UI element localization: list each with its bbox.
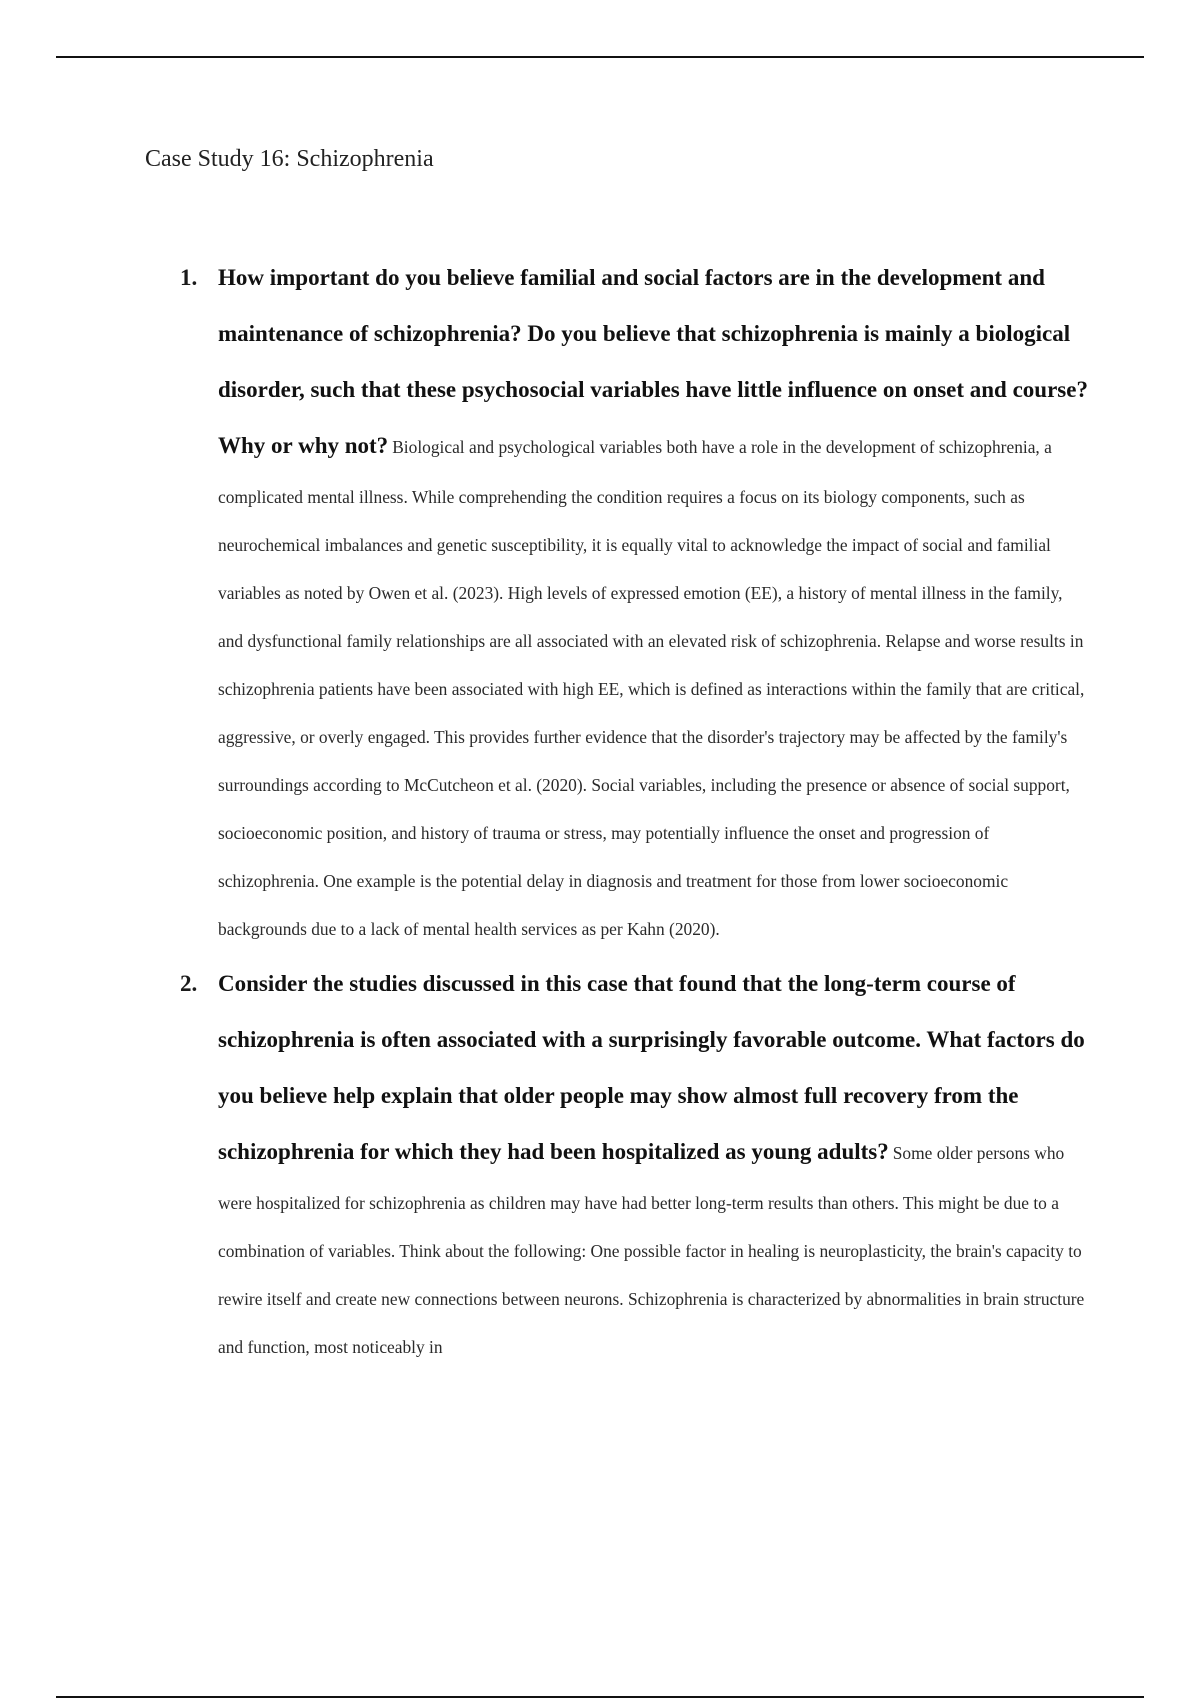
bottom-rule (56, 1696, 1144, 1698)
question-number: 2. (180, 971, 198, 996)
question-item-1 (145, 250, 1090, 954)
answer-text: Some older persons who were hospitalized for schizophrenia as children may have had better long-term results than others. This might be due to a combination of variables. Think about the following: One possible factor in healing is neuroplasticity, the brain's capacity to rewire itself and create new connections between neurons. Schizophrenia is characterized by abnormalities in brain structure and function, most noticeably in (218, 1143, 1085, 1357)
question-item-2 (145, 956, 1090, 1372)
question-body (218, 250, 1090, 954)
question-number: 1. (180, 265, 198, 290)
document-title: Case Study 16: Schizophrenia (145, 146, 434, 172)
question-text: Consider the studies discussed in this case that found that the long-term course of schizophrenia is often associated with a surprisingly favorable outcome. What factors do you believe help explain that older people may show almost full recovery from the schizophrenia for which they had been hospitalized as young adults? (218, 971, 1085, 1164)
question-text: How important do you believe familial and social factors are in the development and maintenance of schizophrenia? Do you believe that schizophrenia is mainly a biological disorder, such that these psychosocial variables have little influence on onset and course? Why or why not? (218, 265, 1088, 458)
question-body (218, 956, 1090, 1372)
question-list (145, 250, 1090, 1372)
top-rule (56, 56, 1144, 58)
answer-text: Biological and psychological variables both have a role in the development of schizophrenia, a complicated mental illness. While comprehending the condition requires a focus on its biology components, such as neurochemical imbalances and genetic susceptibility, it is equally vital to acknowledge the impact of social and familial variables as noted by Owen et al. (2023). High levels of expressed emotion (EE), a history of mental illness in the family, and dysfunctional family relationships are all associated with an elevated risk of schizophrenia. Relapse and worse results in schizophrenia patients have been associated with high EE, which is defined as interactions within the family that are critical, aggressive, or overly engaged. This provides further evidence that the disorder's trajectory may be affected by the family's surroundings according to McCutcheon et al. (2020). Social variables, including the presence or absence of social support, socioeconomic position, and history of trauma or stress, may potentially influence the onset and progression of schizophrenia. One example is the potential delay in diagnosis and treatment for those from lower socioeconomic backgrounds due to a lack of mental health services as per Kahn (2020). (218, 437, 1085, 939)
